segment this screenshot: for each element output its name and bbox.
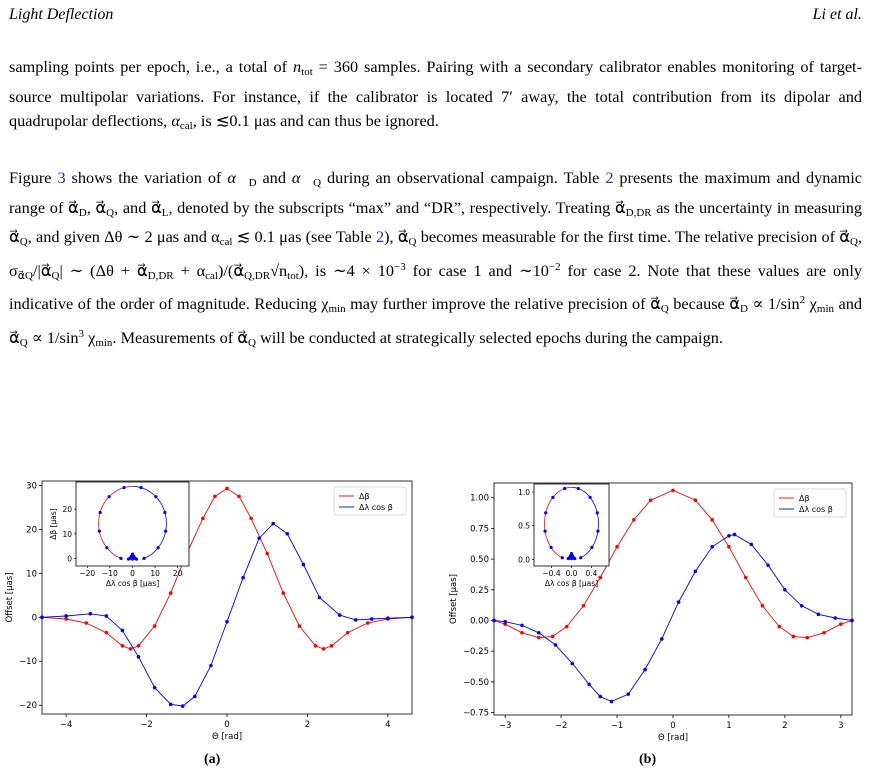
x-tick-label: −2 bbox=[554, 721, 568, 731]
inset-point bbox=[99, 511, 102, 514]
inset-x-tick-label: −20 bbox=[79, 569, 96, 578]
data-point-0 bbox=[649, 498, 653, 502]
data-point-1 bbox=[727, 534, 731, 538]
data-point-1 bbox=[121, 629, 125, 633]
data-point-0 bbox=[201, 517, 205, 521]
data-point-1 bbox=[733, 533, 737, 537]
x-tick-label: 4 bbox=[385, 720, 391, 730]
data-point-1 bbox=[302, 563, 306, 567]
y-tick-label: 0.00 bbox=[470, 616, 489, 627]
data-point-1 bbox=[105, 614, 109, 618]
data-point-0 bbox=[598, 576, 602, 580]
data-point-1 bbox=[520, 624, 524, 628]
data-point-1 bbox=[225, 620, 229, 624]
x-tick-label: 2 bbox=[304, 720, 311, 730]
inset-point bbox=[573, 557, 576, 560]
data-point-0 bbox=[169, 591, 173, 595]
y-axis-label: Offset [μas] bbox=[5, 572, 15, 623]
y-tick-label: 0.25 bbox=[470, 585, 489, 596]
x-tick-label: −4 bbox=[59, 720, 73, 730]
data-point-0 bbox=[249, 517, 253, 521]
inset-y-tick-label: 1.0 bbox=[518, 488, 530, 498]
data-point-1 bbox=[88, 612, 92, 616]
x-tick-label: 3 bbox=[838, 721, 844, 731]
data-point-0 bbox=[710, 518, 714, 522]
inset-y-tick-label: 0.5 bbox=[518, 521, 530, 531]
data-point-1 bbox=[386, 616, 390, 620]
x-tick-label: −2 bbox=[140, 720, 153, 730]
caption-b: (b) bbox=[639, 752, 657, 767]
data-point-1 bbox=[677, 600, 681, 604]
data-point-1 bbox=[766, 563, 770, 567]
inset-point bbox=[119, 557, 122, 560]
running-header-title: Light Deflection bbox=[9, 6, 114, 23]
legend-label-1: Δλ cos β bbox=[359, 503, 393, 512]
data-point-1 bbox=[318, 596, 322, 600]
data-point-1 bbox=[554, 643, 558, 647]
inset-point bbox=[131, 558, 134, 561]
paragraph-2: Figure 3 shows the variation of $\alpha⃗_D$ and $\alpha⃗_Q$ during an observational campaign. Table 2 presents the maximum and dynamic range of $\alpha⃗_D$, $\alpha⃗_Q$, and $\alpha⃗_L$, denoted by the subscripts “max” and “DR”, respectively. Treating $\alpha⃗_{D,DR}$ as the uncertainty in measuring $\alpha⃗_Q$, and given Δθ ∼ 2 μas and $\alpha_{cal}$ ≲ 0.1 μas (see Table 2), $\alpha⃗_Q$ becomes measurable for the first time. The relative precision of $\alpha⃗_Q$, $\sigma_{\alpha⃗Q}/|\alpha⃗_Q|$ ∼ ($\Delta\theta + \alpha⃗_{D,DR}$ + $\alpha_{cal})/(\alpha⃗_{Q,DR}√n_{tot})$, is ∼4 × $10^{-3}$ for case 1 and $\sim 10^{-2}$ for case 2. Note that these values are only indicative of the order of magnitude. Reducing $\chi_{min}$ may further improve the relative precision of $\alpha⃗_Q$ because $\alpha⃗_D \propto 1/\sin^2$ $\chi_{min}$ and $\alpha⃗_Q \propto 1/\sin^3$ $\chi_{min}$. Measurements of $\alpha⃗_Q$ will be conducted at strategically selected epochs during the campaign. bbox=[9, 168, 863, 349]
inset-x-tick-label: 0.0 bbox=[565, 569, 578, 578]
inset-x-tick-label: 20 bbox=[172, 569, 183, 578]
inset-x-tick-label: 10 bbox=[150, 569, 160, 578]
table-ref-link[interactable]: 2 bbox=[605, 168, 614, 187]
data-point-1 bbox=[694, 570, 698, 574]
data-point-1 bbox=[64, 614, 68, 618]
data-point-1 bbox=[153, 686, 157, 690]
y-tick-label: −0.75 bbox=[462, 708, 489, 719]
data-point-0 bbox=[366, 621, 370, 625]
inset-point bbox=[590, 546, 593, 549]
inset-point bbox=[596, 511, 599, 514]
x-tick-label: −3 bbox=[498, 721, 512, 731]
data-point-0 bbox=[265, 552, 269, 556]
caption-a: (a) bbox=[204, 752, 221, 767]
inset-point bbox=[105, 546, 108, 549]
table-ref-link[interactable]: 2 bbox=[375, 227, 385, 247]
data-point-1 bbox=[571, 662, 575, 666]
inset-x-tick-label: 0.4 bbox=[585, 569, 598, 578]
inset-point bbox=[135, 558, 138, 561]
inset-y-tick-label: 20 bbox=[62, 505, 72, 515]
x-tick-label: 0 bbox=[224, 720, 230, 730]
x-tick-label: 1 bbox=[726, 721, 732, 731]
data-point-1 bbox=[209, 664, 213, 668]
y-tick-label: 10 bbox=[26, 569, 37, 580]
inset-x-label: Δλ cos β [μas] bbox=[105, 579, 160, 588]
inset-y-tick-label: 0 bbox=[67, 554, 72, 564]
data-point-1 bbox=[40, 615, 44, 619]
x-axis-label: Θ [rad] bbox=[657, 733, 689, 743]
y-tick-label: −10 bbox=[19, 657, 37, 668]
paragraph-1: sampling points per epoch, i.e., a total of $n_{tot} = 360$ samples. Pairing with a secondary calibrator enables monitoring of target-source multipolar variations. For instance, if the calibrator is located 7′ away, the total contribution from its dipolar and quadrupolar deflections, $\alpha_{cal}$, is ≲0.1 μas and can thus be ignored. bbox=[9, 57, 863, 133]
inset-point bbox=[549, 546, 552, 549]
data-point-0 bbox=[322, 647, 326, 651]
y-tick-label: 0.50 bbox=[470, 555, 489, 566]
data-point-1 bbox=[626, 692, 630, 696]
inset-point bbox=[164, 529, 167, 532]
data-point-1 bbox=[537, 631, 541, 635]
inset-x-tick-label: 0 bbox=[130, 569, 135, 578]
data-point-0 bbox=[121, 644, 125, 648]
legend-label-1: Δλ cos β bbox=[799, 505, 833, 514]
data-point-0 bbox=[822, 631, 826, 635]
data-point-0 bbox=[330, 644, 334, 648]
data-point-1 bbox=[783, 588, 787, 592]
data-point-0 bbox=[551, 635, 555, 639]
data-point-1 bbox=[169, 703, 173, 707]
data-point-1 bbox=[660, 637, 664, 641]
data-point-0 bbox=[839, 622, 843, 626]
inset-point bbox=[579, 556, 582, 559]
data-point-1 bbox=[137, 655, 141, 659]
data-point-1 bbox=[286, 532, 290, 536]
data-point-0 bbox=[615, 545, 619, 549]
data-point-0 bbox=[761, 604, 765, 608]
data-point-0 bbox=[237, 495, 241, 499]
inset-point bbox=[570, 557, 573, 560]
y-tick-label: −0.50 bbox=[462, 677, 489, 688]
y-tick-label: −20 bbox=[19, 701, 37, 712]
data-point-0 bbox=[671, 489, 675, 493]
inset-point bbox=[163, 511, 166, 514]
inset-point bbox=[589, 496, 592, 499]
inset-x-tick-label: −0.4 bbox=[542, 569, 561, 578]
data-point-0 bbox=[84, 621, 88, 625]
data-point-1 bbox=[241, 576, 245, 580]
data-point-0 bbox=[727, 545, 731, 549]
inset-point bbox=[139, 486, 142, 489]
data-point-0 bbox=[777, 625, 781, 629]
data-point-0 bbox=[153, 624, 157, 628]
data-point-1 bbox=[610, 700, 614, 704]
y-tick-label: 30 bbox=[26, 481, 37, 492]
figure-panel-a bbox=[0, 472, 430, 747]
inset-point bbox=[551, 496, 554, 499]
data-point-0 bbox=[64, 617, 68, 621]
data-point-0 bbox=[282, 591, 286, 595]
data-point-0 bbox=[565, 625, 569, 629]
data-point-1 bbox=[181, 704, 185, 708]
inset-point bbox=[98, 529, 101, 532]
y-tick-label: 1.00 bbox=[470, 493, 489, 504]
data-point-1 bbox=[257, 536, 261, 540]
inset-point bbox=[108, 495, 111, 498]
figure-panel-b bbox=[444, 472, 869, 747]
data-point-1 bbox=[833, 616, 837, 620]
inset-point bbox=[122, 486, 125, 489]
data-point-0 bbox=[537, 636, 541, 640]
x-tick-label: −1 bbox=[610, 721, 624, 731]
data-point-1 bbox=[643, 668, 647, 672]
data-point-0 bbox=[632, 518, 636, 522]
data-point-0 bbox=[137, 644, 141, 648]
y-tick-label: −0.25 bbox=[462, 647, 489, 658]
inset-y-tick-label: 10 bbox=[62, 529, 72, 539]
y-tick-label: 0 bbox=[31, 613, 37, 624]
inset-x-label: Δλ cos β [μas] bbox=[544, 579, 599, 588]
data-point-1 bbox=[710, 545, 714, 549]
data-point-0 bbox=[225, 487, 229, 491]
data-point-1 bbox=[338, 613, 342, 617]
data-point-1 bbox=[503, 620, 507, 624]
data-point-1 bbox=[598, 695, 602, 699]
x-axis-label: Θ [rad] bbox=[211, 732, 243, 742]
inset-point bbox=[544, 511, 547, 514]
x-tick-label: 0 bbox=[670, 721, 676, 731]
inset-point bbox=[561, 556, 564, 559]
inset-point bbox=[577, 487, 580, 490]
data-point-1 bbox=[492, 619, 496, 623]
legend-label-0: Δβ bbox=[799, 494, 810, 503]
inset-point bbox=[154, 495, 157, 498]
data-point-1 bbox=[354, 618, 358, 622]
data-point-1 bbox=[410, 615, 414, 619]
y-axis-label: Offset [μas] bbox=[449, 574, 459, 624]
data-point-0 bbox=[744, 576, 748, 580]
data-point-0 bbox=[213, 495, 217, 499]
y-tick-label: 20 bbox=[26, 525, 37, 536]
data-point-1 bbox=[817, 613, 821, 617]
inset-y-tick-label: 0.0 bbox=[518, 555, 530, 565]
data-point-0 bbox=[582, 604, 586, 608]
running-header-authors: Li et al. bbox=[812, 6, 862, 23]
data-point-1 bbox=[850, 619, 854, 623]
inset-x-tick-label: −10 bbox=[101, 569, 118, 578]
inset-y-label: Δβ [μas] bbox=[49, 508, 58, 540]
figure-ref-link[interactable]: 3 bbox=[57, 168, 66, 187]
inset-point bbox=[596, 529, 599, 532]
legend-label-0: Δβ bbox=[359, 492, 370, 501]
data-point-0 bbox=[129, 647, 133, 651]
inset-point bbox=[563, 487, 566, 490]
inset-point bbox=[157, 546, 160, 549]
data-point-0 bbox=[694, 498, 698, 502]
inset-point bbox=[543, 529, 546, 532]
inset-point bbox=[143, 557, 146, 560]
data-point-0 bbox=[314, 644, 318, 648]
data-point-0 bbox=[105, 631, 109, 635]
data-point-0 bbox=[520, 631, 524, 635]
data-point-1 bbox=[800, 604, 804, 608]
data-point-0 bbox=[805, 636, 809, 640]
data-point-1 bbox=[587, 683, 591, 687]
x-tick-label: 2 bbox=[782, 721, 788, 731]
data-point-1 bbox=[750, 543, 754, 547]
data-point-1 bbox=[193, 695, 197, 699]
data-point-0 bbox=[346, 631, 350, 635]
y-tick-label: 0.75 bbox=[470, 524, 489, 535]
data-point-1 bbox=[271, 522, 275, 526]
data-point-0 bbox=[298, 624, 302, 628]
data-point-0 bbox=[791, 635, 795, 639]
data-point-1 bbox=[370, 617, 374, 621]
